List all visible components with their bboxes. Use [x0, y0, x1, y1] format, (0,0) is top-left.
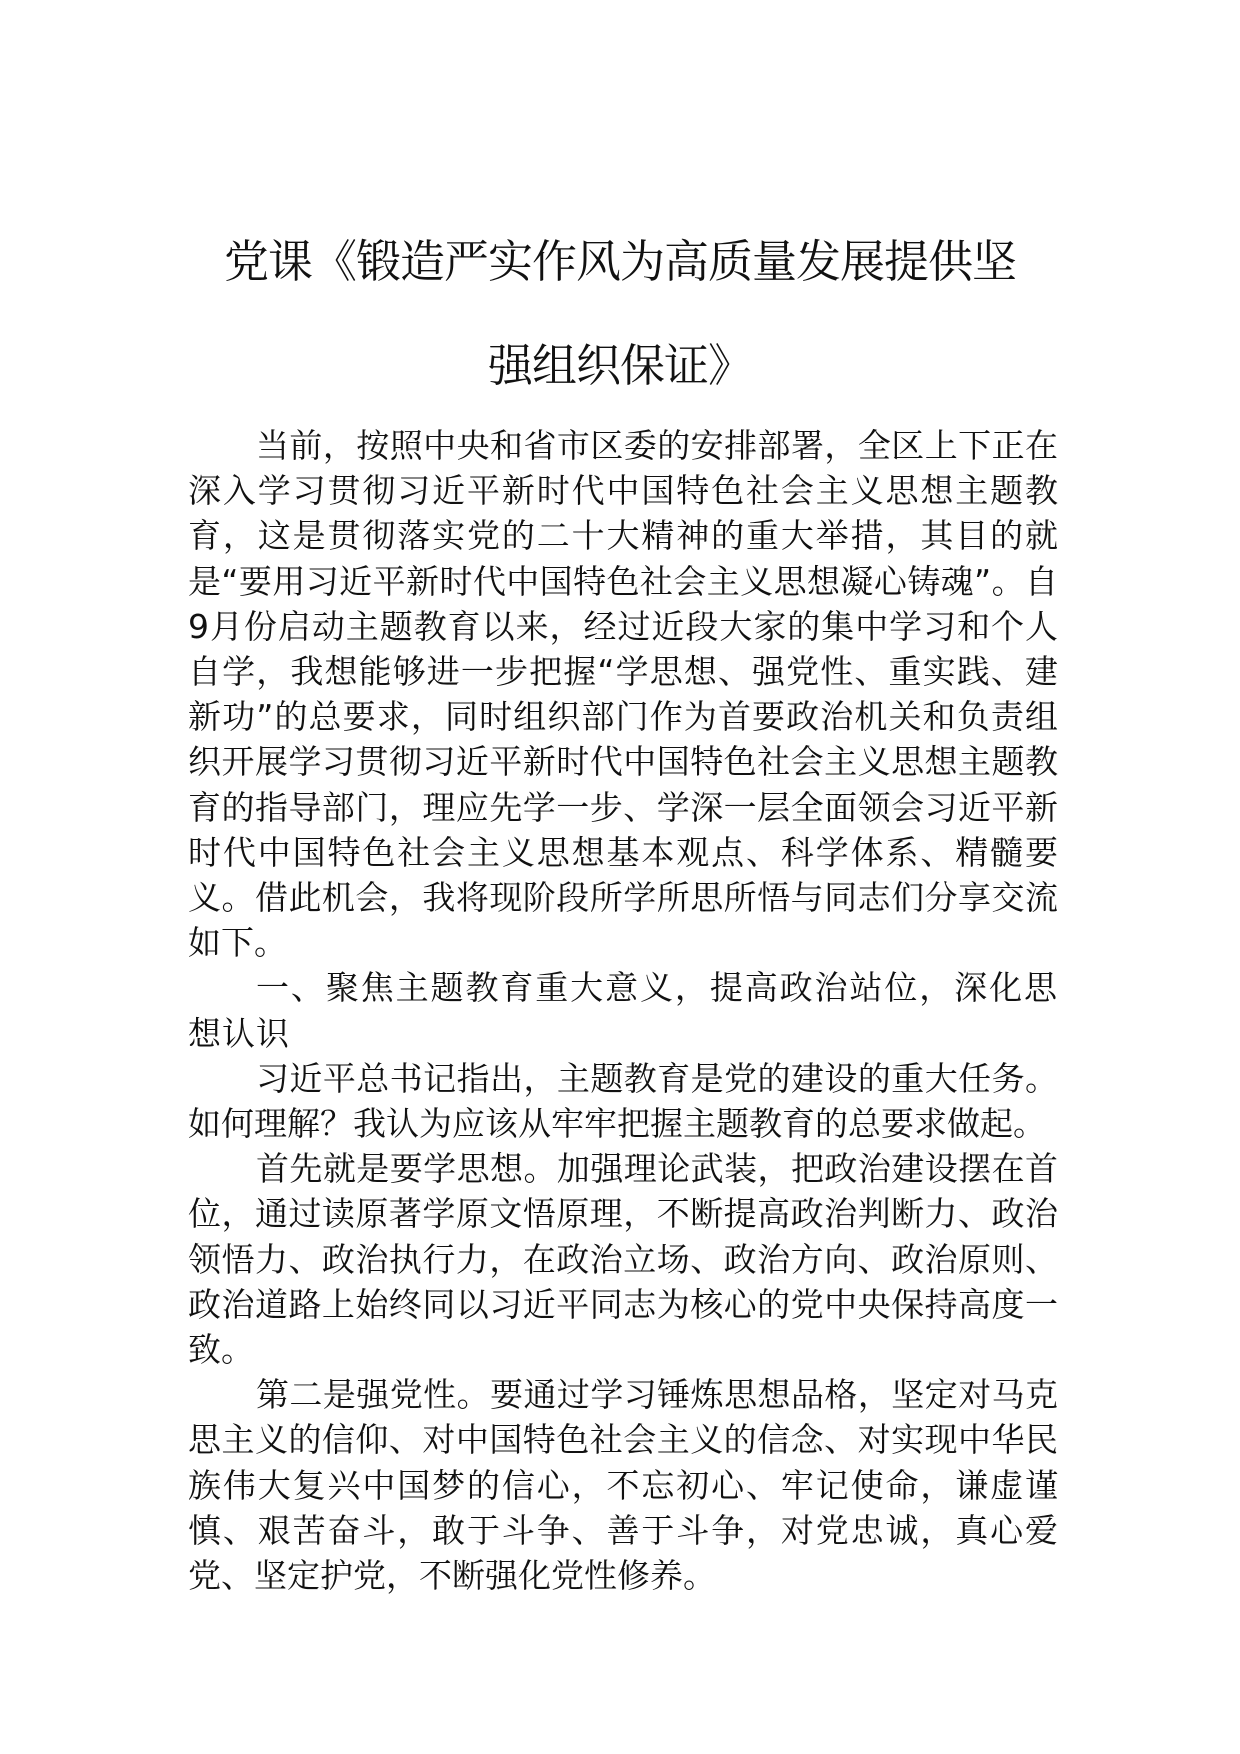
title-line-2: 强组织保证》	[487, 339, 752, 392]
paragraph-intro: 当前，按照中央和省市区委的安排部署，全区上下正在深入学习贯彻习近平新时代中国特色社会主义思想主题教育，这是贯彻落实党的二十大精神的重大举措，其目的就是“要用习近平新时代中国特色社会主义思想凝心铸魂”。自9月份启动主题教育以来，经过近段大家的集中学习和个人自学，我想能够进一步把握“学思想、强党性、重实践、建新功”的总要求，同时组织部门作为首要政治机关和负责组织开展学习贯彻习近平新时代中国特色社会主义思想主题教育的指导部门，理应先学一步、学深一层全面领会习近平新时代中国特色社会主义思想基本观点、科学体系、精髓要义。借此机会，我将现阶段所学所思所悟与同志们分享交流如下。	[188, 426, 1058, 963]
document-title	[160, 210, 1080, 418]
title-line-1: 党课《锻造严实作风为高质量发展提供坚	[223, 235, 1016, 288]
section-heading-1: 一、聚焦主题教育重大意义，提高政治站位，深化思想认识	[188, 968, 1058, 1053]
paragraph-strengthen-party-spirit: 第二是强党性。要通过学习锤炼思想品格，坚定对马克思主义的信仰、对中国特色社会主义的信念、对实现中华民族伟大复兴中国梦的信心，不忘初心、牢记使命，谦虚谨慎、艰苦奋斗，敢于斗争、善于斗争，对党忠诚，真心爱党、坚定护党，不断强化党性修养。	[188, 1375, 1058, 1596]
document-body	[188, 423, 1058, 1598]
paragraph-study-thought: 首先就是要学思想。加强理论武装，把政治建设摆在首位，通过读原著学原文悟原理，不断提高政治判断力、政治领悟力、政治执行力，在政治立场、政治方向、政治原则、政治道路上始终同以习近平同志为核心的党中央保持高度一致。	[188, 1149, 1058, 1370]
paragraph-section-1-intro: 习近平总书记指出，主题教育是党的建设的重大任务。如何理解？我认为应该从牢牢把握主题教育的总要求做起。	[188, 1058, 1058, 1144]
